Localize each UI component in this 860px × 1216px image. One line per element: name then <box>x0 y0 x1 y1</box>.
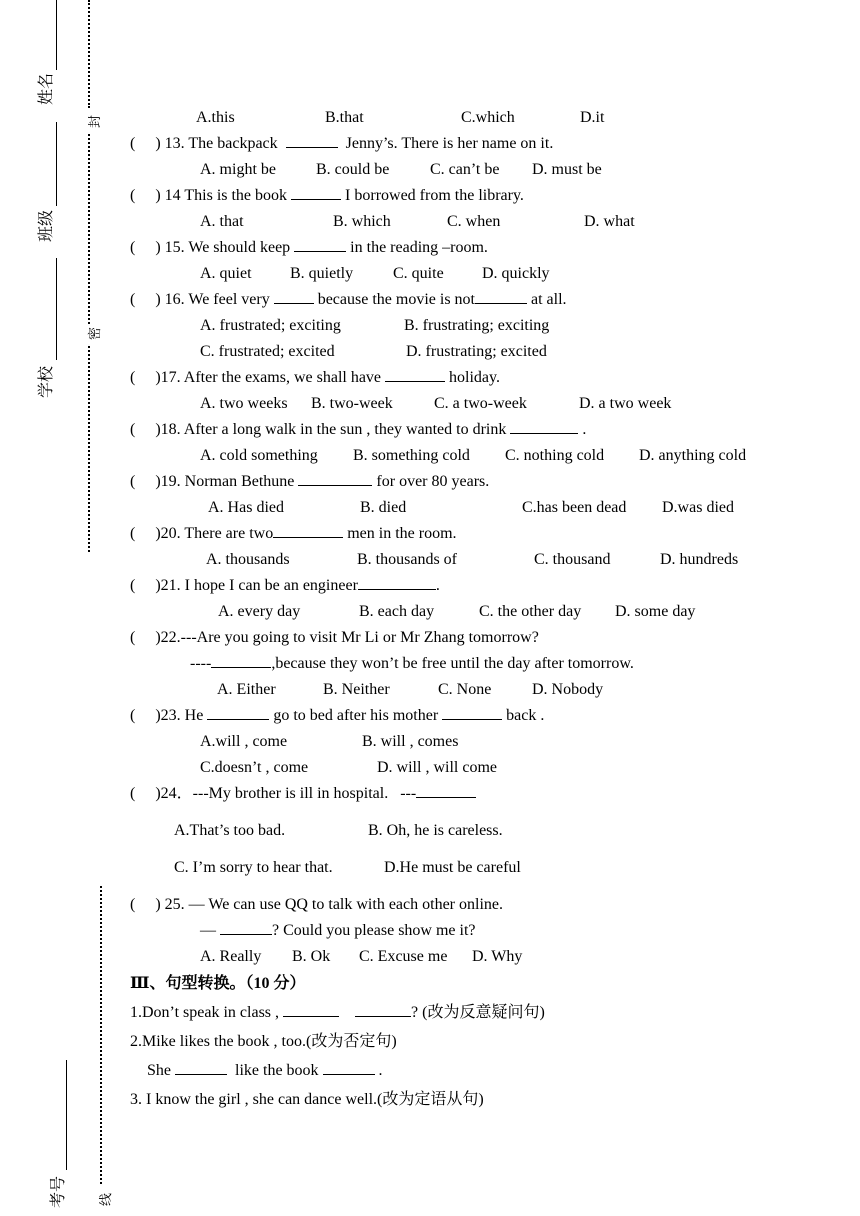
q14-option-c: C. when <box>447 213 501 230</box>
q19-option-c: C.has been dead <box>522 499 627 516</box>
q25-stem: ( ) 25. — We can use QQ to talk with each other online. <box>130 896 503 913</box>
number-underline <box>66 1060 67 1170</box>
q14-option-d: D. what <box>584 213 635 230</box>
name-underline <box>56 0 57 70</box>
q21-option-b: B. each day <box>359 603 435 620</box>
answer-blank <box>323 1074 375 1075</box>
q18-stem: ( )18. After a long walk in the sun , they wanted to drink . <box>130 421 587 438</box>
q13-option-a: A. might be <box>200 161 276 178</box>
q18-option-a: A. cold something <box>200 447 318 464</box>
q16-option-c: C. frustrated; excited <box>200 343 335 360</box>
answer-blank <box>298 485 372 486</box>
q20-option-d: D. hundreds <box>660 551 739 568</box>
q21-option-a: A. every day <box>218 603 301 620</box>
q23-option-b: B. will , comes <box>362 733 459 750</box>
q22-reply: ---- ,because they won’t be free until the day after tomorrow. <box>190 655 634 672</box>
q13-option-d: D. must be <box>532 161 602 178</box>
q12-option-a: A.this <box>196 109 235 126</box>
answer-blank <box>175 1074 227 1075</box>
q13-option-b: B. could be <box>316 161 390 178</box>
q20-stem: ( )20. There are two men in the room. <box>130 525 457 542</box>
q24-option-a: A.That’s too bad. <box>174 822 286 839</box>
q19-option-d: D.was died <box>662 499 734 516</box>
q16-stem: ( ) 16. We feel very because the movie is not at all. <box>130 291 567 308</box>
answer-blank <box>355 1016 411 1017</box>
q19-option-a: A. Has died <box>208 499 284 516</box>
q25-option-b: B. Ok <box>292 948 331 965</box>
q19-option-b: B. died <box>360 499 407 516</box>
q24-option-d: D.He must be careful <box>384 859 521 876</box>
answer-paren: ( <box>130 135 136 152</box>
q14-stem: ( ) 14 This is the book I borrowed from the library. <box>130 187 524 204</box>
q21-stem: ( )21. I hope I can be an engineer . <box>130 577 440 594</box>
q21-option-c: C. the other day <box>479 603 582 620</box>
q23-option-c: C.doesn’t , come <box>200 759 309 776</box>
answer-blank <box>211 667 271 668</box>
name-label: 姓名 <box>38 72 55 105</box>
answer-blank <box>442 719 502 720</box>
q14-option-a: A. that <box>200 213 244 230</box>
q18-option-d: D. anything cold <box>639 447 747 464</box>
q18-option-c: C. nothing cold <box>505 447 605 464</box>
q12-option-b: B.that <box>325 109 364 126</box>
line-mark: 线 <box>98 1192 113 1206</box>
q25-option-d: D. Why <box>472 948 523 965</box>
q20-option-a: A. thousands <box>206 551 290 568</box>
q24-option-b: B. Oh, he is careless. <box>368 822 503 839</box>
q25-option-c: C. Excuse me <box>359 948 448 965</box>
answer-blank <box>273 537 343 538</box>
q23-option-d: D. will , will come <box>377 759 497 776</box>
q16-option-d: D. frustrating; excited <box>406 343 547 360</box>
q13-option-c: C. can’t be <box>430 161 500 178</box>
answer-blank <box>510 433 578 434</box>
answer-blank <box>207 719 269 720</box>
q17-stem: ( )17. After the exams, we shall have holiday. <box>130 369 500 386</box>
q24-option-c: C. I’m sorry to hear that. <box>174 859 333 876</box>
q21-option-d: D. some day <box>615 603 696 620</box>
q19-stem: ( )19. Norman Bethune for over 80 years. <box>130 473 490 490</box>
q15-option-c: C. quite <box>393 265 444 282</box>
class-underline <box>56 122 57 206</box>
q16-option-b: B. frustrating; exciting <box>404 317 550 334</box>
answer-blank <box>274 303 314 304</box>
answer-blank <box>416 797 476 798</box>
school-underline <box>56 258 57 360</box>
q22-stem: ( )22.---Are you going to visit Mr Li or Mr Zhang tomorrow? <box>130 629 539 646</box>
answer-blank <box>358 589 436 590</box>
section3-item-2: 2.Mike likes the book , too.(改为否定句) <box>130 1033 397 1050</box>
q20-option-b: B. thousands of <box>357 551 457 568</box>
q24-stem: ( )24．---My brother is ill in hospital. --- <box>130 784 476 804</box>
q17-option-a: A. two weeks <box>200 395 288 412</box>
q25-reply: — ? Could you please show me it? <box>200 922 476 939</box>
section3-item-3: 3. I know the girl , she can dance well.(改为定语从句) <box>130 1091 484 1108</box>
q15-option-d: D. quickly <box>482 265 550 282</box>
q22-option-a: A. Either <box>217 681 276 698</box>
q13-stem: ( ) 13. The backpack Jenny’s. There is her name on it. <box>130 135 554 152</box>
answer-blank <box>291 199 341 200</box>
q15-stem: ( ) 15. We should keep in the reading –room. <box>130 239 488 256</box>
class-label: 班级 <box>38 209 55 242</box>
section3-item-1: 1.Don’t speak in class , ? (改为反意疑问句) <box>130 1004 545 1021</box>
seal-mark: 封 <box>87 114 102 128</box>
section3-item-2-answer: She like the book . <box>147 1062 383 1079</box>
q14-option-b: B. which <box>333 213 391 230</box>
q18-option-b: B. something cold <box>353 447 470 464</box>
q15-option-b: B. quietly <box>290 265 354 282</box>
q23-option-a: A.will , come <box>200 733 288 750</box>
q20-option-c: C. thousand <box>534 551 611 568</box>
q25-option-a: A. Really <box>200 948 262 965</box>
number-label: 考号 <box>50 1175 67 1208</box>
answer-blank <box>220 934 272 935</box>
seal-dotted-line-mid <box>88 134 90 324</box>
q12-option-d: D.it <box>580 109 605 126</box>
section3-heading: Ⅲ、句型转换。（10 分） <box>130 975 306 992</box>
q22-option-d: D. Nobody <box>532 681 604 698</box>
school-label: 学校 <box>38 365 55 398</box>
q15-option-a: A. quiet <box>200 265 252 282</box>
seal-dotted-line-lower <box>88 346 90 552</box>
q17-option-c: C. a two-week <box>434 395 527 412</box>
answer-blank <box>283 1016 339 1017</box>
q17-option-d: D. a two week <box>579 395 672 412</box>
q16-option-a: A. frustrated; exciting <box>200 317 341 334</box>
seal-dotted-line-bottom <box>100 886 102 1184</box>
answer-blank <box>294 251 346 252</box>
q22-option-b: B. Neither <box>323 681 390 698</box>
secret-mark: 密 <box>87 326 102 340</box>
q17-option-b: B. two-week <box>311 395 393 412</box>
seal-dotted-line-top <box>88 0 90 108</box>
q12-option-c: C.which <box>461 109 515 126</box>
answer-blank <box>385 381 445 382</box>
answer-blank <box>286 147 338 148</box>
answer-blank <box>475 303 527 304</box>
q23-stem: ( )23. He go to bed after his mother back . <box>130 707 545 724</box>
q22-option-c: C. None <box>438 681 492 698</box>
